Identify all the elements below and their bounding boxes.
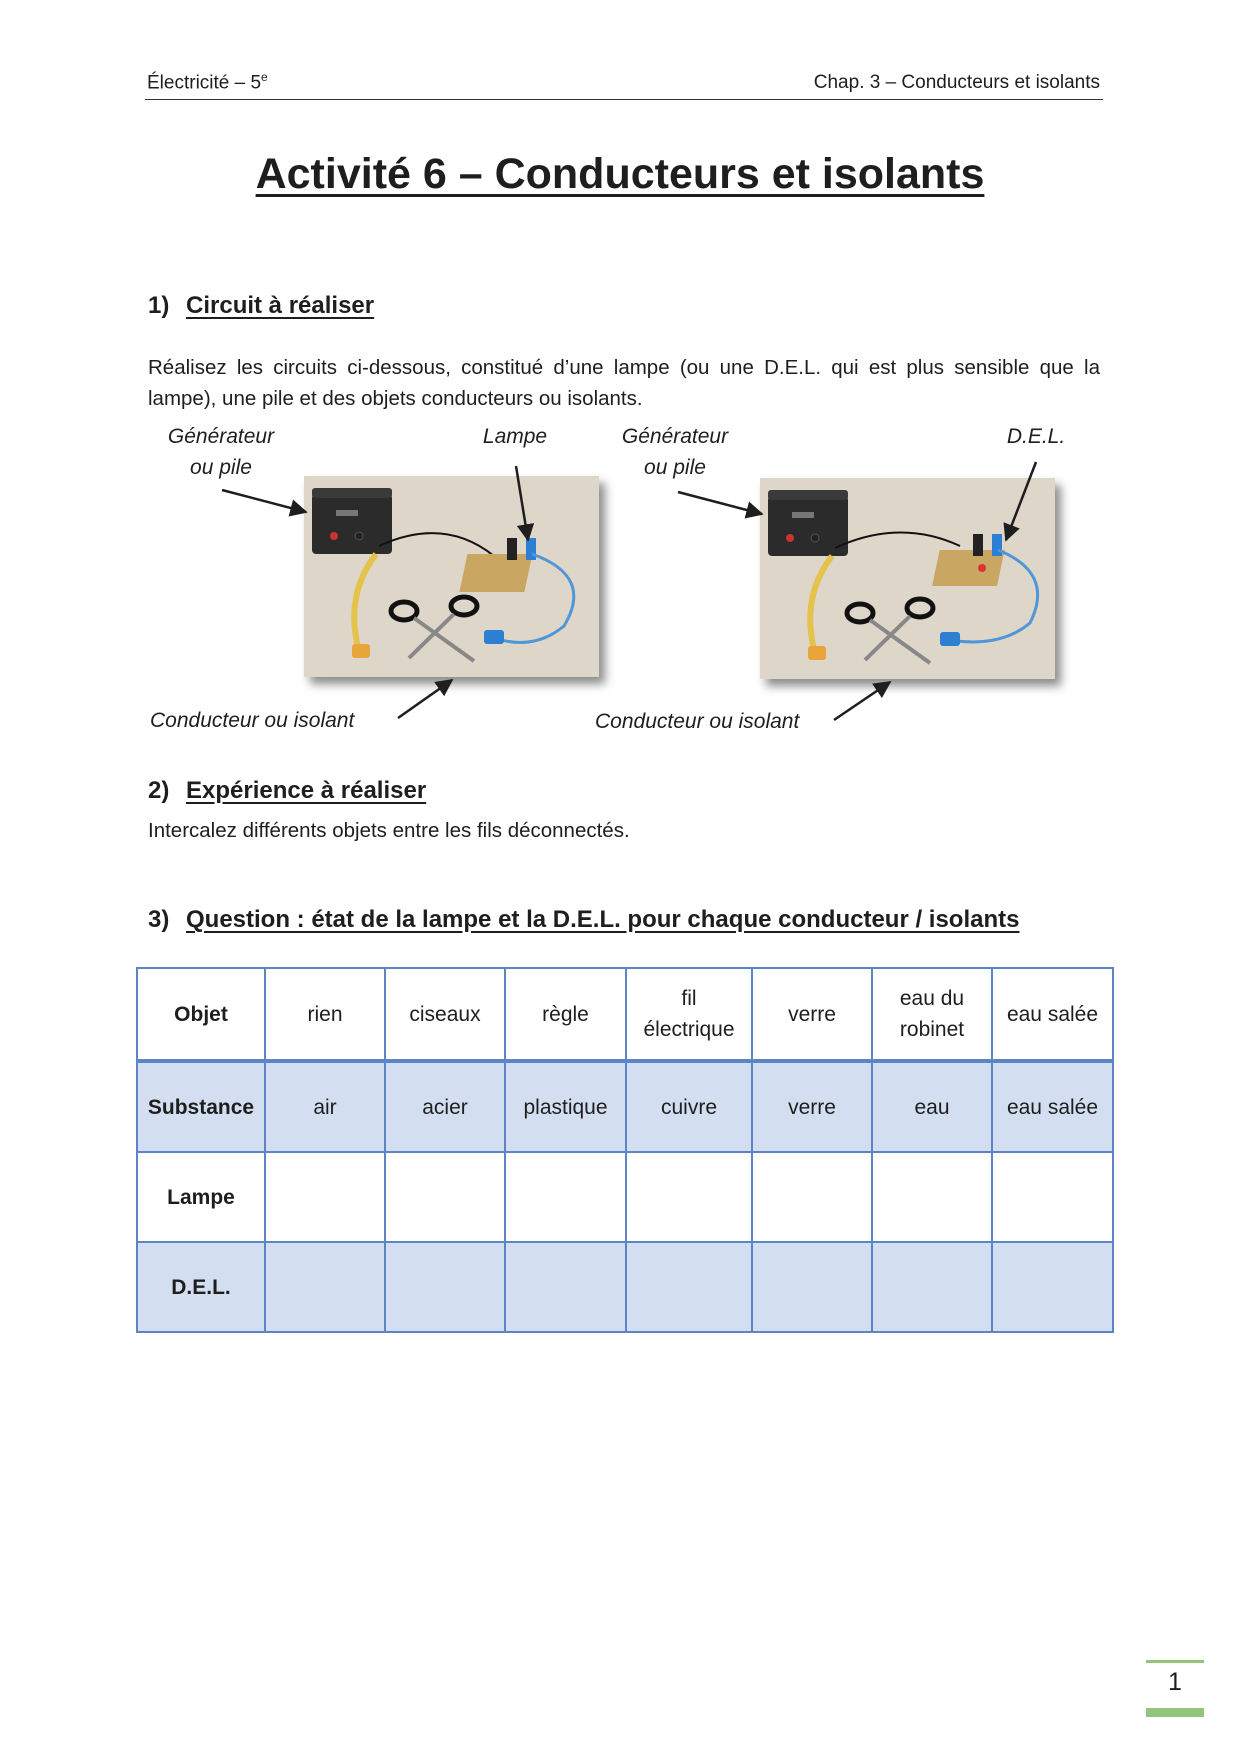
table-row: [137, 1152, 1113, 1242]
table-cell[interactable]: [505, 1242, 626, 1332]
table-cell-line: cuivre: [660, 1095, 718, 1119]
left-lamp-label: Lampe: [482, 425, 548, 448]
table-cell: [505, 1061, 626, 1152]
section-1-title: Circuit à réaliser: [186, 292, 375, 319]
right-generator-arrow: [678, 492, 762, 514]
right-del-label: D.E.L.: [1006, 425, 1066, 448]
table-cell: [385, 1061, 505, 1152]
table-row-header: D.E.L.: [137, 1242, 265, 1332]
table-cell-line: air: [313, 1095, 337, 1119]
table-cell: [265, 1061, 385, 1152]
table-cell-line: acier: [422, 1095, 468, 1119]
right-object-arrow: [834, 682, 890, 720]
table-cell: [872, 968, 992, 1061]
section-2-title: Expérience à réaliser: [186, 777, 427, 804]
results-table: [136, 967, 1114, 1333]
right-generator-label-line2: ou pile: [644, 456, 706, 479]
table-cell-line: eau salée: [1006, 1095, 1099, 1119]
table-cell-line: électrique: [643, 1018, 735, 1041]
left-object-arrow: [398, 680, 452, 718]
table-cell-line: robinet: [899, 1018, 965, 1041]
right-object-label: Conducteur ou isolant: [595, 710, 800, 733]
header-subject-text: Électricité – 5: [147, 72, 262, 94]
header-subject-sup: e: [261, 70, 268, 84]
table-cell: [505, 968, 626, 1061]
page-number: 1: [1168, 1668, 1182, 1696]
table-cell: [626, 1061, 752, 1152]
table-cell[interactable]: [626, 1152, 752, 1242]
page-number-box: [1146, 1660, 1204, 1717]
table-cell[interactable]: [872, 1242, 992, 1332]
table-cell-line: eau salée: [1006, 1002, 1099, 1026]
intro-paragraph: Réalisez les circuits ci-dessous, constitué d’une lampe (ou une D.E.L. qui est plus sensible que la lampe), une pile et des objets conducteurs ou isolants.: [148, 356, 1100, 410]
table-cell[interactable]: [265, 1242, 385, 1332]
section-2-heading: [148, 777, 426, 805]
table-cell: [752, 968, 872, 1061]
section-3-title: Question : état de la lampe et la D.E.L. pour chaque conducteur / isolants: [186, 906, 1020, 933]
table-cell: [626, 968, 752, 1061]
table-cell[interactable]: [992, 1242, 1113, 1332]
experiment-text: Intercalez différents objets entre les fils déconnectés.: [148, 819, 630, 842]
table-cell[interactable]: [385, 1152, 505, 1242]
left-generator-label-line2: ou pile: [190, 456, 252, 479]
table-cell[interactable]: [752, 1152, 872, 1242]
table-cell-line: verre: [788, 1002, 836, 1026]
table-cell: [992, 968, 1113, 1061]
header-chapter: Chap. 3 – Conducteurs et isolants: [813, 72, 1100, 93]
table-row: [137, 1242, 1113, 1332]
right-del-arrow: [1006, 462, 1036, 540]
page-title: Activité 6 – Conducteurs et isolants: [255, 150, 985, 198]
table-row-header: Substance: [137, 1061, 265, 1152]
table-row-header: Lampe: [137, 1152, 265, 1242]
table-row: [137, 1061, 1113, 1152]
table-cell: [992, 1061, 1113, 1152]
table-cell[interactable]: [872, 1152, 992, 1242]
table-cell-line: fil: [681, 987, 697, 1010]
table-cell-line: règle: [542, 1002, 589, 1026]
table-cell-line: rien: [307, 1002, 343, 1026]
table-cell: [752, 1061, 872, 1152]
table-cell[interactable]: [265, 1152, 385, 1242]
left-generator-label-line1: Générateur: [167, 425, 275, 448]
table-cell[interactable]: [752, 1242, 872, 1332]
table-cell-line: plastique: [523, 1095, 608, 1119]
table-cell[interactable]: [992, 1152, 1113, 1242]
section-2-number: 2): [148, 777, 170, 804]
page-number-top-bar: [1146, 1660, 1204, 1663]
table-cell: [385, 968, 505, 1061]
section-3-heading: [148, 906, 1019, 934]
right-generator-label-line1: Générateur: [621, 425, 729, 448]
left-lamp-arrow: [516, 466, 528, 540]
table-row: [137, 968, 1113, 1061]
table-cell-line: verre: [788, 1095, 836, 1119]
table-cell-line: eau: [914, 1095, 950, 1119]
table-cell[interactable]: [505, 1152, 626, 1242]
table-cell-line: ciseaux: [409, 1002, 481, 1026]
table-cell[interactable]: [626, 1242, 752, 1332]
left-generator-arrow: [222, 490, 306, 512]
table-cell: [872, 1061, 992, 1152]
section-3-number: 3): [148, 906, 170, 933]
page-number-bottom-bar: [1146, 1708, 1204, 1717]
table-cell[interactable]: [385, 1242, 505, 1332]
table-cell-line: eau du: [899, 987, 965, 1010]
section-1-number: 1): [148, 292, 170, 319]
left-object-label: Conducteur ou isolant: [150, 709, 355, 732]
table-cell: [265, 968, 385, 1061]
table-row-header: Objet: [137, 968, 265, 1061]
